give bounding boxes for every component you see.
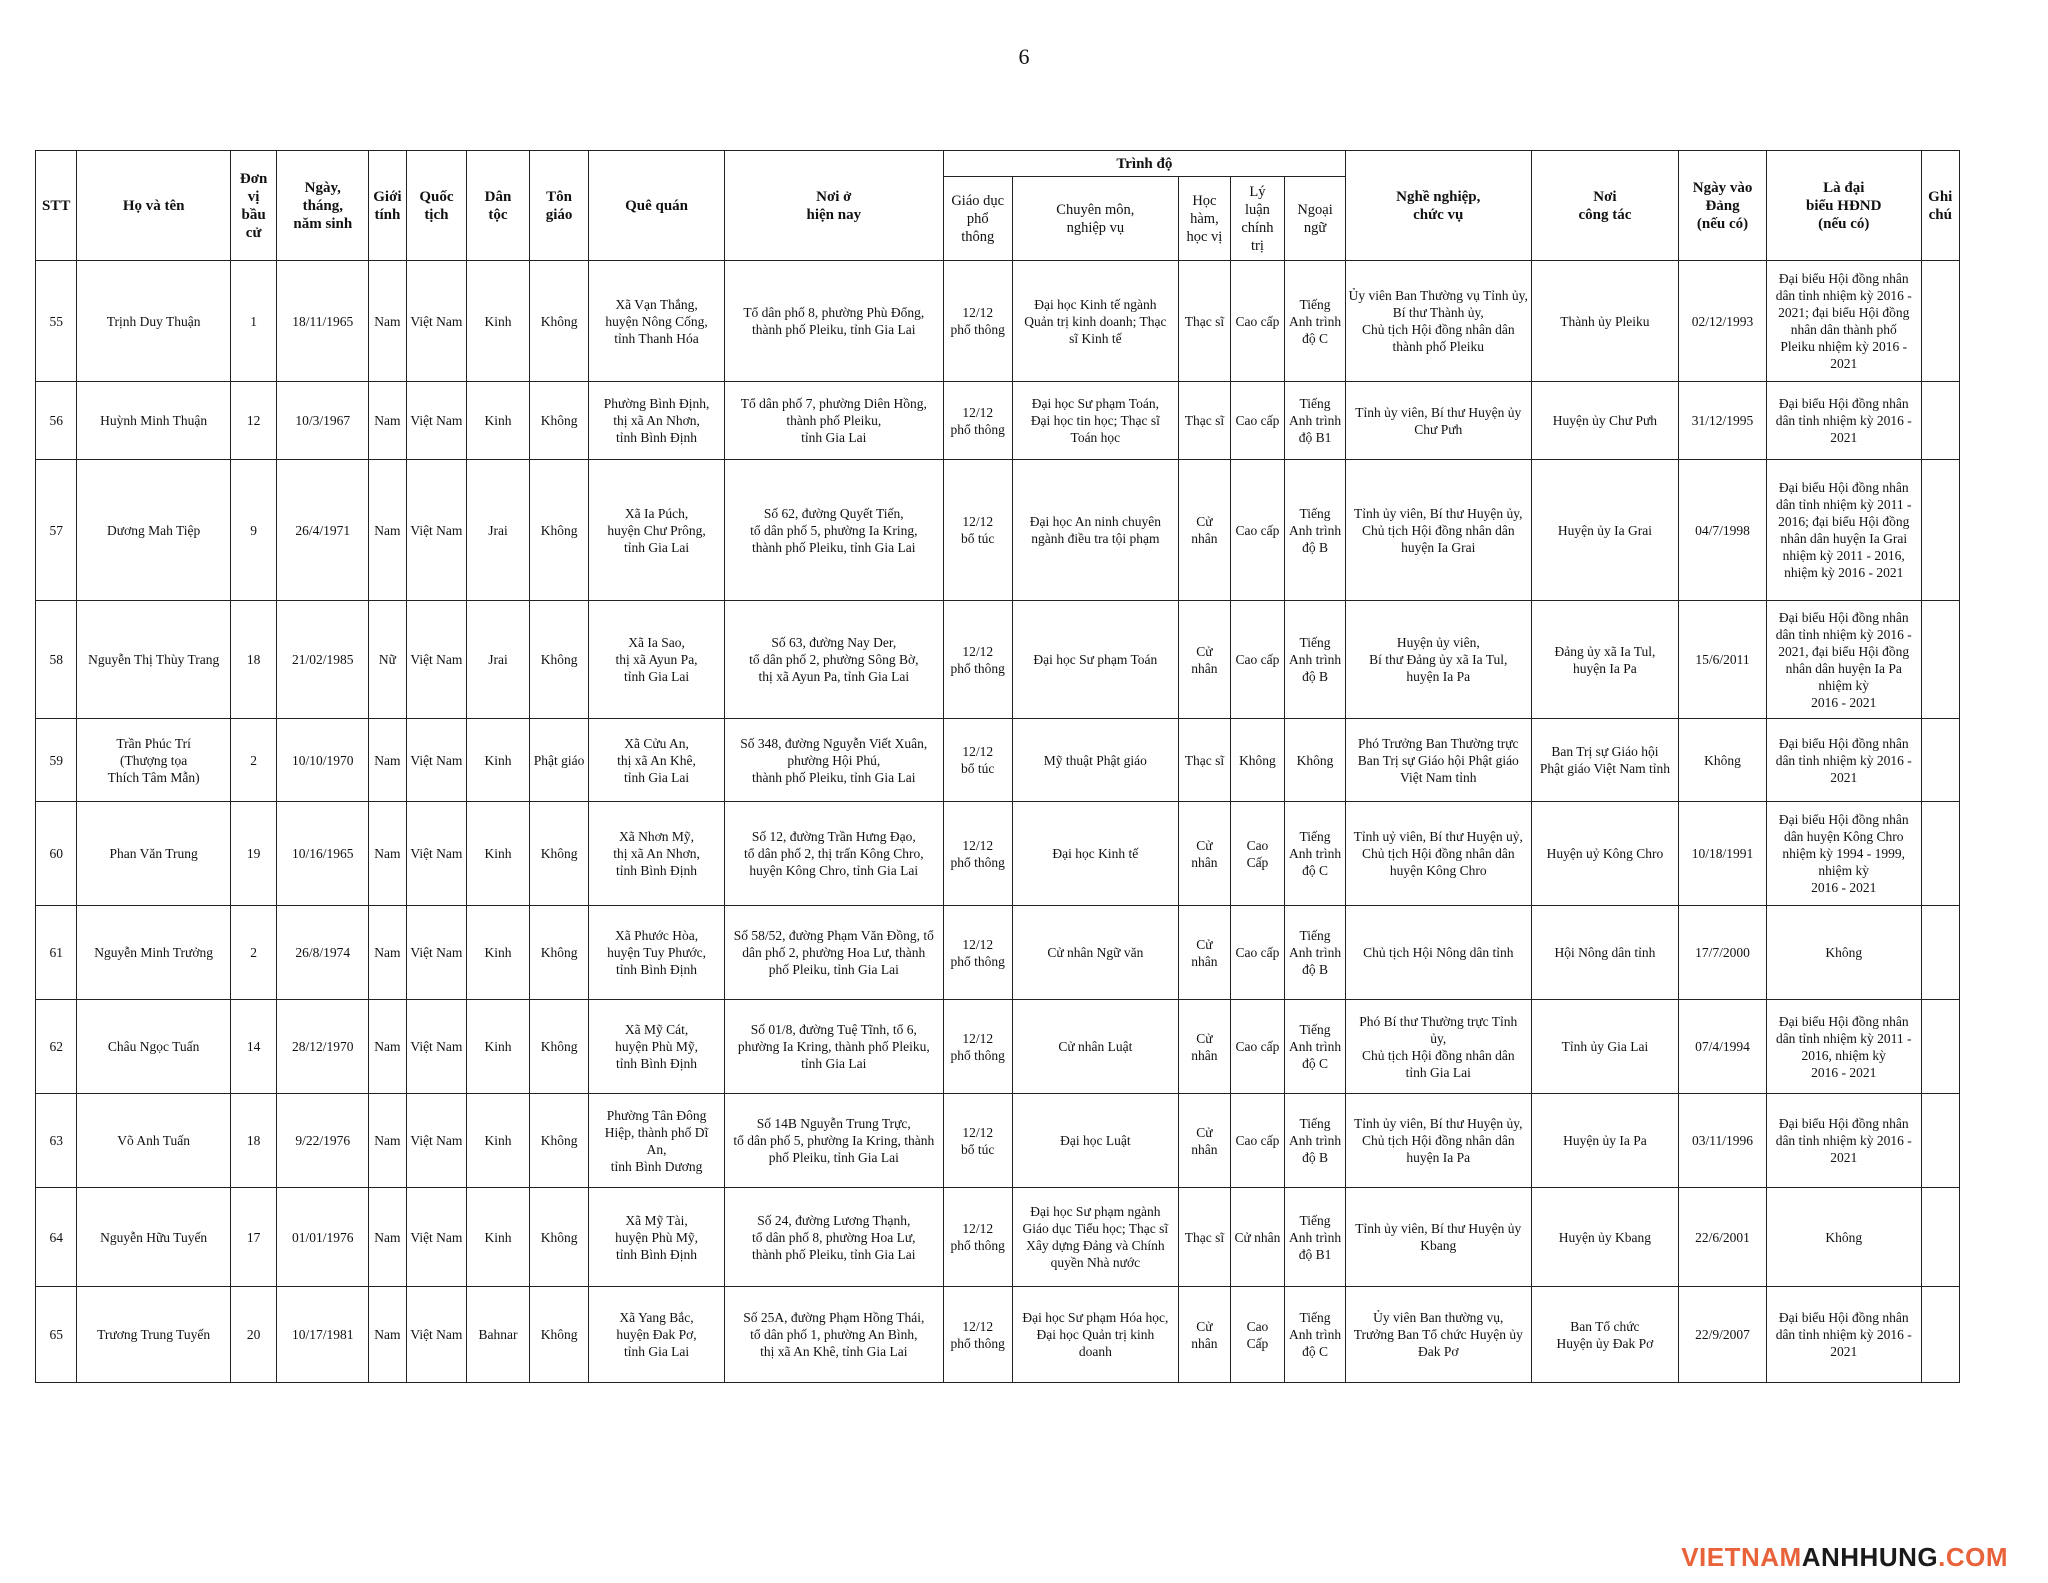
cell-degree: Cử nhân — [1179, 1094, 1231, 1188]
cell-religion: Không — [529, 460, 589, 601]
cell-note — [1921, 382, 1960, 460]
header-name: Họ và tên — [77, 151, 231, 261]
cell-hometown: Xã Nhơn Mỹ, thị xã An Nhơn, tỉnh Bình Định — [589, 802, 724, 906]
cell-gender: Nam — [369, 802, 406, 906]
cell-residence: Tổ dân phố 7, phường Diên Hồng, thành phố Pleiku, tỉnh Gia Lai — [724, 382, 943, 460]
cell-residence: Số 12, đường Trần Hưng Đạo, tổ dân phố 2, thị trấn Kông Chro, huyện Kông Chro, tỉnh Gia Lai — [724, 802, 943, 906]
cell-religion: Không — [529, 1188, 589, 1287]
cell-unit: 17 — [230, 1188, 276, 1287]
cell-unit: 2 — [230, 906, 276, 1000]
cell-delegate: Đại biểu Hội đồng nhân dân tỉnh nhiệm kỳ 2016 - 2021 — [1766, 1287, 1921, 1383]
cell-delegate: Không — [1766, 906, 1921, 1000]
cell-workplace: Huyện ủy Chư Pưh — [1531, 382, 1678, 460]
cell-party-date: 02/12/1993 — [1679, 261, 1767, 382]
cell-dob: 01/01/1976 — [277, 1188, 369, 1287]
cell-position: Tỉnh ủy viên, Bí thư Huyện ủy Kbang — [1345, 1188, 1531, 1287]
table-row — [36, 460, 1960, 601]
cell-position: Phó Bí thư Thường trực Tỉnh ủy, Chủ tịch Hội đồng nhân dân tỉnh Gia Lai — [1345, 1000, 1531, 1094]
cell-degree: Cử nhân — [1179, 460, 1231, 601]
cell-workplace: Thành ủy Pleiku — [1531, 261, 1678, 382]
cell-position: Ủy viên Ban Thường vụ Tỉnh ủy, Bí thư Thành ủy, Chủ tịch Hội đồng nhân dân thành phố Pleiku — [1345, 261, 1531, 382]
cell-dob: 26/8/1974 — [277, 906, 369, 1000]
cell-position: Chủ tịch Hội Nông dân tỉnh — [1345, 906, 1531, 1000]
cell-name: Dương Mah Tiệp — [77, 460, 231, 601]
cell-workplace: Huyện ủy Ia Pa — [1531, 1094, 1678, 1188]
cell-politics: Cao Cấp — [1230, 802, 1285, 906]
cell-stt: 64 — [36, 1188, 77, 1287]
cell-stt: 57 — [36, 460, 77, 601]
cell-party-date: 10/18/1991 — [1679, 802, 1767, 906]
header-hometown: Quê quán — [589, 151, 724, 261]
cell-education: 12/12 bổ túc — [943, 719, 1012, 802]
header-party-date: Ngày vào Đảng (nếu có) — [1679, 151, 1767, 261]
cell-dob: 10/17/1981 — [277, 1287, 369, 1383]
cell-dob: 10/3/1967 — [277, 382, 369, 460]
header-residence: Nơi ở hiện nay — [724, 151, 943, 261]
cell-stt: 58 — [36, 601, 77, 719]
cell-position: Huyện ủy viên, Bí thư Đảng ủy xã Ia Tul, huyện Ia Pa — [1345, 601, 1531, 719]
candidate-table — [35, 150, 1960, 1383]
cell-delegate: Đại biểu Hội đồng nhân dân tỉnh nhiệm kỳ 2016 - 2021; đại biểu Hội đồng nhân dân thành phố Pleiku nhiệm kỳ 2016 - 2021 — [1766, 261, 1921, 382]
cell-ethnicity: Kinh — [467, 1188, 530, 1287]
cell-party-date: 31/12/1995 — [1679, 382, 1767, 460]
cell-politics: Cao cấp — [1230, 460, 1285, 601]
cell-name: Võ Anh Tuấn — [77, 1094, 231, 1188]
cell-degree: Thạc sĩ — [1179, 1188, 1231, 1287]
cell-delegate: Đại biểu Hội đồng nhân dân huyện Kông Chro nhiệm kỳ 1994 - 1999, nhiệm kỳ 2016 - 2021 — [1766, 802, 1921, 906]
cell-language: Tiếng Anh trình độ B — [1285, 460, 1346, 601]
cell-politics: Không — [1230, 719, 1285, 802]
cell-hometown: Xã Phước Hòa, huyện Tuy Phước, tỉnh Bình Định — [589, 906, 724, 1000]
cell-party-date: 07/4/1994 — [1679, 1000, 1767, 1094]
cell-religion: Không — [529, 601, 589, 719]
table-row — [36, 601, 1960, 719]
cell-degree: Cử nhân — [1179, 601, 1231, 719]
cell-position: Tỉnh ủy viên, Bí thư Huyện ủy, Chủ tịch Hội đồng nhân dân huyện Ia Pa — [1345, 1094, 1531, 1188]
cell-unit: 1 — [230, 261, 276, 382]
cell-language: Tiếng Anh trình độ C — [1285, 1000, 1346, 1094]
cell-degree: Cử nhân — [1179, 906, 1231, 1000]
cell-religion: Không — [529, 906, 589, 1000]
cell-residence: Số 25A, đường Phạm Hồng Thái, tổ dân phố 1, phường An Bình, thị xã An Khê, tỉnh Gia Lai — [724, 1287, 943, 1383]
cell-education: 12/12 phổ thông — [943, 1188, 1012, 1287]
header-gender: Giới tính — [369, 151, 406, 261]
header-dob: Ngày, tháng, năm sinh — [277, 151, 369, 261]
cell-degree: Thạc sĩ — [1179, 719, 1231, 802]
cell-dob: 10/16/1965 — [277, 802, 369, 906]
cell-nationality: Việt Nam — [406, 460, 467, 601]
cell-note — [1921, 1094, 1960, 1188]
cell-education: 12/12 phổ thông — [943, 1287, 1012, 1383]
header-nationality: Quốc tịch — [406, 151, 467, 261]
cell-unit: 12 — [230, 382, 276, 460]
cell-nationality: Việt Nam — [406, 906, 467, 1000]
cell-position: Tỉnh ủy viên, Bí thư Huyện ủy, Chủ tịch Hội đồng nhân dân huyện Ia Grai — [1345, 460, 1531, 601]
cell-workplace: Ban Tổ chức Huyện ủy Đak Pơ — [1531, 1287, 1678, 1383]
cell-stt: 56 — [36, 382, 77, 460]
cell-politics: Cao cấp — [1230, 1000, 1285, 1094]
cell-ethnicity: Kinh — [467, 261, 530, 382]
cell-nationality: Việt Nam — [406, 802, 467, 906]
watermark-part-3: .COM — [1938, 1542, 2008, 1572]
cell-politics: Cử nhân — [1230, 1188, 1285, 1287]
cell-hometown: Xã Ia Púch, huyện Chư Prông, tỉnh Gia Lai — [589, 460, 724, 601]
cell-unit: 19 — [230, 802, 276, 906]
cell-workplace: Huyện ủy Kbang — [1531, 1188, 1678, 1287]
cell-ethnicity: Jrai — [467, 460, 530, 601]
cell-delegate: Đại biểu Hội đồng nhân dân tỉnh nhiệm kỳ 2016 - 2021 — [1766, 382, 1921, 460]
cell-education: 12/12 phổ thông — [943, 1000, 1012, 1094]
table-body — [36, 261, 1960, 1383]
cell-language: Tiếng Anh trình độ C — [1285, 261, 1346, 382]
cell-education: 12/12 phổ thông — [943, 601, 1012, 719]
cell-workplace: Huyện ủy Ia Grai — [1531, 460, 1678, 601]
cell-residence: Số 01/8, đường Tuệ Tĩnh, tổ 6, phường Ia Kring, thành phố Pleiku, tỉnh Gia Lai — [724, 1000, 943, 1094]
cell-degree: Thạc sĩ — [1179, 382, 1231, 460]
cell-ethnicity: Kinh — [467, 802, 530, 906]
cell-specialty: Mỹ thuật Phật giáo — [1012, 719, 1179, 802]
cell-delegate: Đại biểu Hội đồng nhân dân tỉnh nhiệm kỳ 2011 - 2016; đại biểu Hội đồng nhân dân huyện Ia Grai nhiệm kỳ 2011 - 2016, nhiệm kỳ 2016 - 2021 — [1766, 460, 1921, 601]
cell-residence: Số 24, đường Lương Thạnh, tổ dân phố 8, phường Hoa Lư, thành phố Pleiku, tỉnh Gia Lai — [724, 1188, 943, 1287]
header-qualification-group: Trình độ — [943, 151, 1345, 177]
cell-politics: Cao Cấp — [1230, 1287, 1285, 1383]
header-ethnicity: Dân tộc — [467, 151, 530, 261]
table-row — [36, 906, 1960, 1000]
cell-religion: Phật giáo — [529, 719, 589, 802]
cell-specialty: Đại học An ninh chuyên ngành điều tra tội phạm — [1012, 460, 1179, 601]
table-row — [36, 1287, 1960, 1383]
table-row — [36, 1000, 1960, 1094]
cell-nationality: Việt Nam — [406, 261, 467, 382]
cell-party-date: 15/6/2011 — [1679, 601, 1767, 719]
cell-note — [1921, 460, 1960, 601]
cell-position: Phó Trưởng Ban Thường trực Ban Trị sự Giáo hội Phật giáo Việt Nam tỉnh — [1345, 719, 1531, 802]
cell-degree: Cử nhân — [1179, 802, 1231, 906]
cell-unit: 14 — [230, 1000, 276, 1094]
cell-religion: Không — [529, 382, 589, 460]
cell-note — [1921, 601, 1960, 719]
cell-nationality: Việt Nam — [406, 1000, 467, 1094]
cell-note — [1921, 261, 1960, 382]
cell-stt: 62 — [36, 1000, 77, 1094]
cell-party-date: 22/9/2007 — [1679, 1287, 1767, 1383]
cell-education: 12/12 phổ thông — [943, 261, 1012, 382]
cell-language: Tiếng Anh trình độ B — [1285, 906, 1346, 1000]
cell-gender: Nam — [369, 460, 406, 601]
cell-stt: 61 — [36, 906, 77, 1000]
cell-residence: Số 58/52, đường Phạm Văn Đồng, tổ dân phố 2, phường Hoa Lư, thành phố Pleiku, tỉnh Gia Lai — [724, 906, 943, 1000]
header-note: Ghi chú — [1921, 151, 1960, 261]
cell-gender: Nam — [369, 1287, 406, 1383]
cell-note — [1921, 1188, 1960, 1287]
cell-unit: 20 — [230, 1287, 276, 1383]
cell-hometown: Xã Mỹ Tài, huyện Phù Mỹ, tỉnh Bình Định — [589, 1188, 724, 1287]
cell-name: Trương Trung Tuyến — [77, 1287, 231, 1383]
cell-gender: Nam — [369, 1000, 406, 1094]
header-politics: Lý luận chính trị — [1230, 177, 1285, 261]
cell-workplace: Đảng ủy xã Ia Tul, huyện Ia Pa — [1531, 601, 1678, 719]
cell-party-date: 17/7/2000 — [1679, 906, 1767, 1000]
cell-language: Tiếng Anh trình độ B — [1285, 601, 1346, 719]
cell-specialty: Cử nhân Ngữ văn — [1012, 906, 1179, 1000]
cell-politics: Cao cấp — [1230, 261, 1285, 382]
cell-note — [1921, 906, 1960, 1000]
cell-gender: Nam — [369, 1188, 406, 1287]
page-number: 6 — [1018, 44, 1030, 69]
table-row — [36, 802, 1960, 906]
cell-workplace: Hội Nông dân tỉnh — [1531, 906, 1678, 1000]
cell-name: Phan Văn Trung — [77, 802, 231, 906]
cell-stt: 63 — [36, 1094, 77, 1188]
cell-degree: Cử nhân — [1179, 1000, 1231, 1094]
cell-nationality: Việt Nam — [406, 1188, 467, 1287]
cell-nationality: Việt Nam — [406, 719, 467, 802]
cell-degree: Cử nhân — [1179, 1287, 1231, 1383]
cell-delegate: Đại biểu Hội đồng nhân dân tỉnh nhiệm kỳ 2016 - 2021 — [1766, 1094, 1921, 1188]
header-position: Nghề nghiệp, chức vụ — [1345, 151, 1531, 261]
cell-gender: Nam — [369, 906, 406, 1000]
cell-party-date: 03/11/1996 — [1679, 1094, 1767, 1188]
cell-dob: 10/10/1970 — [277, 719, 369, 802]
cell-nationality: Việt Nam — [406, 1094, 467, 1188]
cell-nationality: Việt Nam — [406, 1287, 467, 1383]
cell-workplace: Tỉnh ủy Gia Lai — [1531, 1000, 1678, 1094]
header-specialty: Chuyên môn, nghiệp vụ — [1012, 177, 1179, 261]
cell-residence: Tổ dân phố 8, phường Phù Đổng, thành phố Pleiku, tỉnh Gia Lai — [724, 261, 943, 382]
table-row — [36, 261, 1960, 382]
cell-party-date: 22/6/2001 — [1679, 1188, 1767, 1287]
cell-name: Trịnh Duy Thuận — [77, 261, 231, 382]
cell-religion: Không — [529, 261, 589, 382]
cell-position: Tỉnh ủy viên, Bí thư Huyện ủy Chư Pưh — [1345, 382, 1531, 460]
cell-unit: 18 — [230, 1094, 276, 1188]
cell-politics: Cao cấp — [1230, 1094, 1285, 1188]
watermark-part-1: VIETNAM — [1681, 1542, 1802, 1572]
cell-ethnicity: Bahnar — [467, 1287, 530, 1383]
cell-note — [1921, 1287, 1960, 1383]
cell-degree: Thạc sĩ — [1179, 261, 1231, 382]
cell-name: Nguyễn Minh Trưởng — [77, 906, 231, 1000]
cell-language: Tiếng Anh trình độ B — [1285, 1094, 1346, 1188]
cell-party-date: 04/7/1998 — [1679, 460, 1767, 601]
cell-politics: Cao cấp — [1230, 906, 1285, 1000]
table-row — [36, 1188, 1960, 1287]
cell-stt: 60 — [36, 802, 77, 906]
cell-language: Tiếng Anh trình độ C — [1285, 1287, 1346, 1383]
cell-education: 12/12 phổ thông — [943, 382, 1012, 460]
cell-specialty: Đại học Sư phạm Toán, Đại học tin học; Thạc sĩ Toán học — [1012, 382, 1179, 460]
cell-education: 12/12 bổ túc — [943, 1094, 1012, 1188]
table-row — [36, 382, 1960, 460]
header-language: Ngoại ngữ — [1285, 177, 1346, 261]
cell-education: 12/12 phổ thông — [943, 906, 1012, 1000]
cell-religion: Không — [529, 1287, 589, 1383]
watermark-part-2: ANHHUNG — [1801, 1542, 1939, 1572]
cell-education: 12/12 bổ túc — [943, 460, 1012, 601]
cell-delegate: Đại biểu Hội đồng nhân dân tỉnh nhiệm kỳ 2016 - 2021, đại biểu Hội đồng nhân dân huyện Ia Pa nhiệm kỳ 2016 - 2021 — [1766, 601, 1921, 719]
cell-gender: Nữ — [369, 601, 406, 719]
table-row — [36, 719, 1960, 802]
cell-residence: Số 348, đường Nguyễn Viết Xuân, phường Hội Phú, thành phố Pleiku, tỉnh Gia Lai — [724, 719, 943, 802]
cell-dob: 21/02/1985 — [277, 601, 369, 719]
cell-hometown: Phường Bình Định, thị xã An Nhơn, tỉnh Bình Định — [589, 382, 724, 460]
cell-gender: Nam — [369, 1094, 406, 1188]
cell-note — [1921, 1000, 1960, 1094]
cell-delegate: Đại biểu Hội đồng nhân dân tỉnh nhiệm kỳ 2011 - 2016, nhiệm kỳ 2016 - 2021 — [1766, 1000, 1921, 1094]
cell-stt: 59 — [36, 719, 77, 802]
cell-dob: 9/22/1976 — [277, 1094, 369, 1188]
cell-hometown: Xã Ia Sao, thị xã Ayun Pa, tỉnh Gia Lai — [589, 601, 724, 719]
table-row — [36, 1094, 1960, 1188]
header-religion: Tôn giáo — [529, 151, 589, 261]
cell-nationality: Việt Nam — [406, 382, 467, 460]
cell-religion: Không — [529, 802, 589, 906]
cell-politics: Cao cấp — [1230, 601, 1285, 719]
cell-gender: Nam — [369, 719, 406, 802]
cell-ethnicity: Kinh — [467, 719, 530, 802]
cell-ethnicity: Kinh — [467, 382, 530, 460]
cell-stt: 55 — [36, 261, 77, 382]
cell-specialty: Đại học Kinh tế ngành Quản trị kinh doanh; Thạc sĩ Kinh tế — [1012, 261, 1179, 382]
cell-hometown: Phường Tân Đông Hiệp, thành phố Dĩ An, tỉnh Bình Dương — [589, 1094, 724, 1188]
cell-education: 12/12 phổ thông — [943, 802, 1012, 906]
header-degree: Học hàm, học vị — [1179, 177, 1231, 261]
cell-name: Nguyễn Hữu Tuyến — [77, 1188, 231, 1287]
cell-specialty: Cử nhân Luật — [1012, 1000, 1179, 1094]
cell-nationality: Việt Nam — [406, 601, 467, 719]
cell-residence: Số 63, đường Nay Der, tổ dân phố 2, phường Sông Bờ, thị xã Ayun Pa, tỉnh Gia Lai — [724, 601, 943, 719]
cell-position: Tỉnh uỷ viên, Bí thư Huyện uỷ, Chủ tịch Hội đồng nhân dân huyện Kông Chro — [1345, 802, 1531, 906]
cell-unit: 2 — [230, 719, 276, 802]
watermark-logo — [1681, 1542, 2008, 1573]
cell-note — [1921, 802, 1960, 906]
cell-unit: 9 — [230, 460, 276, 601]
cell-delegate: Đại biểu Hội đồng nhân dân tỉnh nhiệm kỳ 2016 - 2021 — [1766, 719, 1921, 802]
cell-specialty: Đại học Luật — [1012, 1094, 1179, 1188]
cell-party-date: Không — [1679, 719, 1767, 802]
cell-ethnicity: Kinh — [467, 906, 530, 1000]
cell-residence: Số 14B Nguyễn Trung Trực, tổ dân phố 5, phường Ia Kring, thành phố Pleiku, tỉnh Gia Lai — [724, 1094, 943, 1188]
header-education: Giáo dục phổ thông — [943, 177, 1012, 261]
cell-religion: Không — [529, 1094, 589, 1188]
header-stt: STT — [36, 151, 77, 261]
cell-language: Tiếng Anh trình độ C — [1285, 802, 1346, 906]
cell-gender: Nam — [369, 261, 406, 382]
cell-unit: 18 — [230, 601, 276, 719]
cell-ethnicity: Jrai — [467, 601, 530, 719]
cell-language: Tiếng Anh trình độ B1 — [1285, 382, 1346, 460]
cell-politics: Cao cấp — [1230, 382, 1285, 460]
cell-name: Trần Phúc Trí (Thượng tọa Thích Tâm Mẫn) — [77, 719, 231, 802]
cell-name: Nguyễn Thị Thùy Trang — [77, 601, 231, 719]
cell-gender: Nam — [369, 382, 406, 460]
cell-hometown: Xã Vạn Thắng, huyện Nông Cống, tỉnh Thanh Hóa — [589, 261, 724, 382]
cell-dob: 18/11/1965 — [277, 261, 369, 382]
cell-position: Ủy viên Ban thường vụ, Trưởng Ban Tổ chức Huyện ủy Đak Pơ — [1345, 1287, 1531, 1383]
cell-hometown: Xã Mỹ Cát, huyện Phù Mỹ, tỉnh Bình Định — [589, 1000, 724, 1094]
cell-workplace: Huyện uỷ Kông Chro — [1531, 802, 1678, 906]
cell-workplace: Ban Trị sự Giáo hội Phật giáo Việt Nam tỉnh — [1531, 719, 1678, 802]
cell-ethnicity: Kinh — [467, 1094, 530, 1188]
cell-language: Tiếng Anh trình độ B1 — [1285, 1188, 1346, 1287]
cell-stt: 65 — [36, 1287, 77, 1383]
cell-note — [1921, 719, 1960, 802]
header-workplace: Nơi công tác — [1531, 151, 1678, 261]
cell-name: Châu Ngọc Tuấn — [77, 1000, 231, 1094]
cell-dob: 26/4/1971 — [277, 460, 369, 601]
cell-hometown: Xã Cửu An, thị xã An Khê, tỉnh Gia Lai — [589, 719, 724, 802]
cell-specialty: Đại học Kinh tế — [1012, 802, 1179, 906]
cell-specialty: Đại học Sư phạm ngành Giáo dục Tiểu học; Thạc sĩ Xây dựng Đảng và Chính quyền Nhà nước — [1012, 1188, 1179, 1287]
header-delegate: Là đại biểu HĐND (nếu có) — [1766, 151, 1921, 261]
cell-hometown: Xã Yang Bắc, huyện Đak Pơ, tỉnh Gia Lai — [589, 1287, 724, 1383]
cell-name: Huỳnh Minh Thuận — [77, 382, 231, 460]
cell-ethnicity: Kinh — [467, 1000, 530, 1094]
cell-dob: 28/12/1970 — [277, 1000, 369, 1094]
cell-delegate: Không — [1766, 1188, 1921, 1287]
header-unit: Đơn vị bầu cử — [230, 151, 276, 261]
cell-residence: Số 62, đường Quyết Tiến, tổ dân phố 5, phường Ia Kring, thành phố Pleiku, tỉnh Gia Lai — [724, 460, 943, 601]
cell-religion: Không — [529, 1000, 589, 1094]
cell-specialty: Đại học Sư phạm Hóa học, Đại học Quản trị kinh doanh — [1012, 1287, 1179, 1383]
cell-specialty: Đại học Sư phạm Toán — [1012, 601, 1179, 719]
cell-language: Không — [1285, 719, 1346, 802]
